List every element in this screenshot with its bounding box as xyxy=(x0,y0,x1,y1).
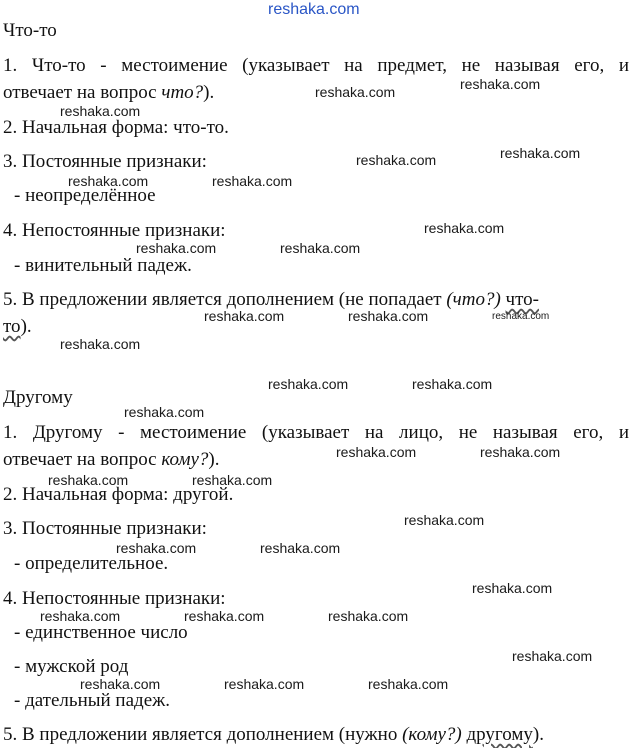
watermark: reshaka.com xyxy=(184,608,265,624)
s2-line1b-end: ). xyxy=(208,449,220,470)
s1-line1b-end: ). xyxy=(203,82,215,103)
s1-nonpermanent-feature-1: - винительный падеж. xyxy=(14,255,192,276)
watermark: reshaka.com xyxy=(328,608,409,624)
watermark: reshaka.com xyxy=(472,580,553,596)
watermark: reshaka.com xyxy=(116,540,197,556)
s1-nonpermanent-features: 4. Непостоянные признаки: xyxy=(3,220,226,241)
watermark: reshaka.com xyxy=(512,648,593,664)
section-title-chto-to: Что-то xyxy=(3,20,57,41)
watermark: reshaka.com xyxy=(260,540,341,556)
s1-line1b xyxy=(3,82,214,104)
s1-line5a-question: (что?) xyxy=(446,289,501,310)
watermark: reshaka.com xyxy=(212,173,293,189)
s2-line5-text: 5. В предложении является дополнением (нужно xyxy=(3,724,403,745)
watermark: reshaka.com xyxy=(124,404,205,420)
watermark: reshaka.com xyxy=(368,676,449,692)
s2-nonpermanent-feature-2: - мужской род xyxy=(14,656,129,677)
s2-line5-word: другому xyxy=(466,724,533,745)
watermark: reshaka.com xyxy=(480,444,561,460)
s2-line5 xyxy=(3,724,544,746)
watermark: reshaka.com xyxy=(80,676,161,692)
s2-nonpermanent-features: 4. Непостоянные признаки: xyxy=(3,588,226,609)
watermark: reshaka.com xyxy=(412,376,493,392)
s1-line5b-word: то xyxy=(3,316,21,337)
watermark: reshaka.com xyxy=(492,311,550,322)
section-title-drugomu: Другому xyxy=(3,387,73,408)
s2-line1b-text: отвечает на вопрос xyxy=(3,449,162,470)
watermark: reshaka.com xyxy=(404,512,485,528)
watermark: reshaka.com xyxy=(315,84,396,100)
s2-permanent-features: 3. Постоянные признаки: xyxy=(3,518,207,539)
s2-line1b xyxy=(3,449,219,471)
s1-line5a-text: 5. В предложении является дополнением (не попадает xyxy=(3,289,447,310)
watermark: reshaka.com xyxy=(204,308,285,324)
watermark: reshaka.com xyxy=(460,76,541,92)
s2-nonpermanent-feature-1: - единственное число xyxy=(14,622,188,643)
s2-initial-form: 2. Начальная форма: другой. xyxy=(3,484,234,505)
watermark: reshaka.com xyxy=(268,1,360,18)
watermark: reshaka.com xyxy=(280,240,361,256)
s1-line1a: 1. Что-то - местоимение (указывает на предмет, не называя его, и xyxy=(3,55,629,76)
s1-line5b xyxy=(3,316,32,338)
watermark: reshaka.com xyxy=(356,152,437,168)
s1-permanent-features: 3. Постоянные признаки: xyxy=(3,151,207,172)
watermark: reshaka.com xyxy=(192,472,273,488)
watermark: reshaka.com xyxy=(68,173,149,189)
s1-initial-form: 2. Начальная форма: что-то. xyxy=(3,117,229,138)
watermark: reshaka.com xyxy=(348,308,429,324)
watermark: reshaka.com xyxy=(48,472,129,488)
watermark: reshaka.com xyxy=(224,676,305,692)
s1-question: что? xyxy=(161,82,204,103)
watermark: reshaka.com xyxy=(136,240,217,256)
s1-line1b-text: отвечает на вопрос xyxy=(3,82,162,103)
s2-question: кому? xyxy=(161,449,209,470)
watermark: reshaka.com xyxy=(500,145,581,161)
s2-permanent-feature-1: - определительное. xyxy=(14,553,169,574)
s2-nonpermanent-feature-3: - дательный падеж. xyxy=(14,690,170,711)
s1-line5b-end: ). xyxy=(20,316,32,337)
watermark: reshaka.com xyxy=(268,376,349,392)
s1-line5a-word: что- xyxy=(505,289,539,310)
s2-line5-end: ). xyxy=(532,724,544,745)
watermark: reshaka.com xyxy=(336,444,417,460)
watermark: reshaka.com xyxy=(60,103,141,119)
watermark: reshaka.com xyxy=(424,220,505,236)
s1-permanent-feature-1: - неопределённое xyxy=(14,185,156,206)
s2-line5-question: (кому?) xyxy=(402,724,462,745)
watermark: reshaka.com xyxy=(40,608,121,624)
s2-line1a: 1. Другому - местоимение (указывает на лицо, не называя его, и xyxy=(3,422,629,443)
watermark: reshaka.com xyxy=(60,336,141,352)
